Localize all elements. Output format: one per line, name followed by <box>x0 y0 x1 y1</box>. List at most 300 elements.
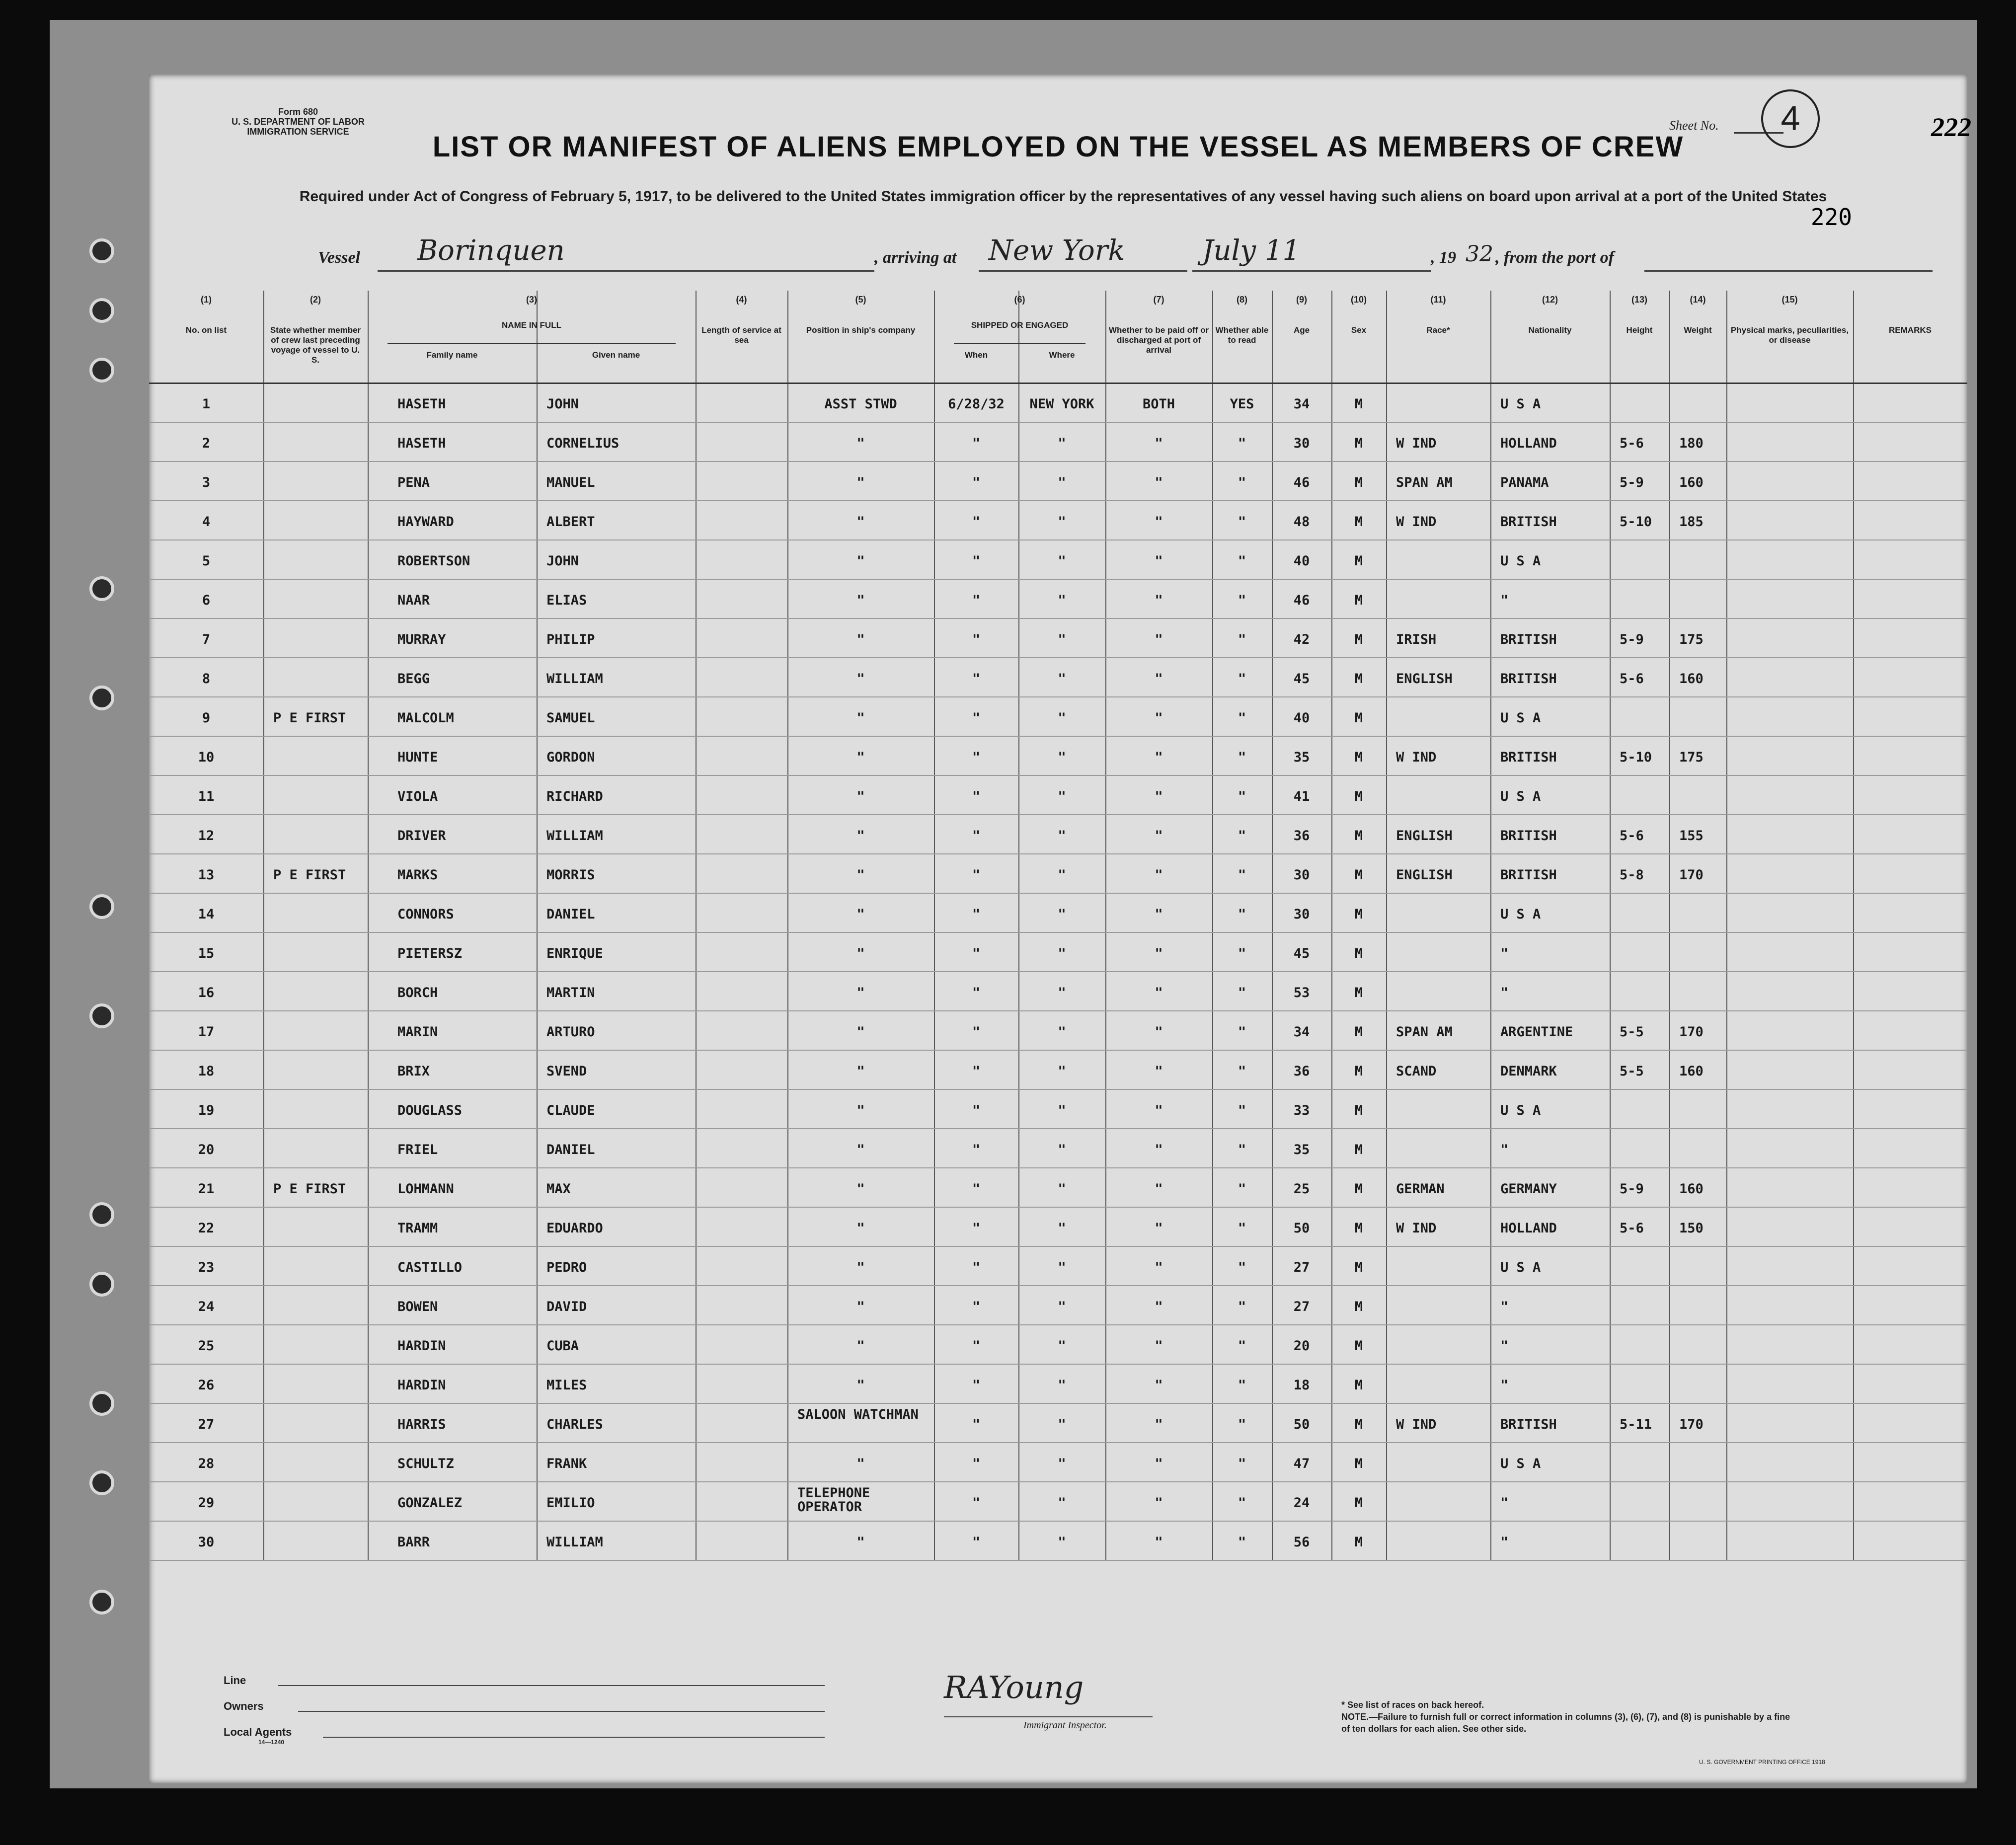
cell-no: 25 <box>198 1338 215 1354</box>
table-row <box>149 1324 1967 1365</box>
cell-nat: PANAMA <box>1500 475 1549 490</box>
cell-when: " <box>972 1535 981 1550</box>
column-header-given-name: Given name <box>592 350 640 360</box>
cell-no: 23 <box>198 1260 215 1275</box>
sheet-no-value: 4 <box>1761 89 1820 148</box>
cell-race: W IND <box>1396 750 1437 765</box>
column-header-when: When <box>964 350 988 360</box>
cell-when: " <box>972 1495 981 1511</box>
cell-read: " <box>1238 1103 1246 1118</box>
cell-read: " <box>1238 1181 1246 1197</box>
cell-weight: 170 <box>1679 1024 1704 1040</box>
cell-paid: " <box>1155 436 1163 451</box>
cell-position: " <box>856 867 865 883</box>
cell-family: HUNTE <box>397 750 438 765</box>
cell-when: " <box>972 828 981 844</box>
cell-sex: M <box>1354 632 1363 647</box>
cell-where: " <box>1058 1378 1066 1393</box>
cell-nat: U S A <box>1500 553 1541 569</box>
column-header-remarks: REMARKS <box>1889 325 1932 335</box>
cell-no: 11 <box>198 789 215 804</box>
cell-position: TELEPHONE OPERATOR <box>797 1485 870 1515</box>
footer-note <box>1341 1699 1798 1735</box>
cell-position: " <box>856 750 865 765</box>
cell-where: " <box>1058 828 1066 844</box>
cell-read: " <box>1238 710 1246 726</box>
column-number-age: (9) <box>1296 295 1307 305</box>
cell-where: " <box>1058 1221 1066 1236</box>
cell-nat: U S A <box>1500 1103 1541 1118</box>
cell-position: " <box>856 985 865 1000</box>
cell-given: SVEND <box>546 1064 587 1079</box>
cell-age: 20 <box>1293 1338 1310 1354</box>
penalty-note: NOTE.—Failure to furnish full or correct information in columns (3), (6), (7), and (8) is punishable by a fine of ten dollars for each alien. See other side. <box>1341 1712 1790 1734</box>
cell-age: 35 <box>1293 1142 1310 1157</box>
binder-hole <box>89 1202 114 1227</box>
cell-nat: BRITISH <box>1500 750 1557 765</box>
cell-read: " <box>1238 1417 1246 1432</box>
cell-height: 5-6 <box>1620 671 1644 687</box>
cell-race: W IND <box>1396 1221 1437 1236</box>
binder-hole <box>89 1470 114 1495</box>
cell-weight: 150 <box>1679 1221 1704 1236</box>
cell-sex: M <box>1354 985 1363 1000</box>
cell-position: " <box>856 1299 865 1314</box>
owners-underline <box>298 1711 825 1712</box>
cell-given: EMILIO <box>546 1495 595 1511</box>
cell-age: 46 <box>1293 593 1310 608</box>
cell-nat: HOLLAND <box>1500 436 1557 451</box>
column-number-nationality: (12) <box>1542 295 1558 305</box>
column-header-weight: Weight <box>1684 325 1712 335</box>
table-row <box>149 383 1967 423</box>
column-header-paid-off: Whether to be paid off or discharged at port of arrival <box>1108 325 1209 355</box>
cell-read: " <box>1238 985 1246 1000</box>
table-row <box>149 579 1967 619</box>
cell-when: " <box>972 867 981 883</box>
table-row <box>149 736 1967 776</box>
cell-when: 6/28/32 <box>948 396 1005 412</box>
cell-when: " <box>972 514 981 530</box>
cell-race: W IND <box>1396 514 1437 530</box>
signature-underline <box>944 1716 1153 1717</box>
cell-position: " <box>856 710 865 726</box>
cell-no: 6 <box>202 593 211 608</box>
cell-read: " <box>1238 671 1246 687</box>
cell-age: 33 <box>1293 1103 1310 1118</box>
cell-given: MANUEL <box>546 475 595 490</box>
cell-no: 19 <box>198 1103 215 1118</box>
cell-nat: " <box>1500 1495 1509 1511</box>
cell-read: " <box>1238 475 1246 490</box>
cell-nat: U S A <box>1500 396 1541 412</box>
agents-code: 14—1240 <box>258 1739 285 1746</box>
cell-sex: M <box>1354 1181 1363 1197</box>
cell-no: 20 <box>198 1142 215 1157</box>
column-number-physical-marks: (15) <box>1782 295 1798 305</box>
from-port-underline <box>1644 270 1933 272</box>
cell-read: " <box>1238 553 1246 569</box>
cell-paid: " <box>1155 593 1163 608</box>
cell-position: " <box>856 1456 865 1471</box>
cell-nat: " <box>1500 1378 1509 1393</box>
cell-paid: " <box>1155 1103 1163 1118</box>
cell-read: " <box>1238 1456 1246 1471</box>
cell-no: 15 <box>198 946 215 961</box>
cell-given: MORRIS <box>546 867 595 883</box>
table-row <box>149 814 1967 854</box>
column-header-where: Where <box>1049 350 1075 360</box>
cell-when: " <box>972 1024 981 1040</box>
cell-nat: " <box>1500 1142 1509 1157</box>
line-label: Line <box>224 1674 246 1687</box>
cell-where: " <box>1058 710 1066 726</box>
header-span-rule <box>954 343 1086 344</box>
cell-position: " <box>856 475 865 490</box>
date-underline <box>1192 270 1431 272</box>
table-row <box>149 932 1967 972</box>
cell-paid: " <box>1155 632 1163 647</box>
table-row <box>149 1207 1967 1247</box>
cell-given: GORDON <box>546 750 595 765</box>
cell-nat: " <box>1500 593 1509 608</box>
cell-paid: " <box>1155 475 1163 490</box>
cell-when: " <box>972 1221 981 1236</box>
arriving-label: , arriving at <box>874 248 957 267</box>
binder-hole <box>89 686 114 710</box>
cell-family: MURRAY <box>397 632 446 647</box>
cell-position: " <box>856 1181 865 1197</box>
cell-family: BOWEN <box>397 1299 438 1314</box>
cell-paid: " <box>1155 828 1163 844</box>
table-row <box>149 1481 1967 1522</box>
table-row <box>149 500 1967 540</box>
cell-read: " <box>1238 1142 1246 1157</box>
cell-no: 4 <box>202 514 211 530</box>
cell-where: " <box>1058 671 1066 687</box>
cell-no: 13 <box>198 867 215 883</box>
cell-when: " <box>972 593 981 608</box>
header-span-rule <box>388 343 676 344</box>
cell-family: MALCOLM <box>397 710 454 726</box>
table-row <box>149 1128 1967 1168</box>
column-number-race: (11) <box>1430 295 1446 305</box>
cell-sex: M <box>1354 514 1363 530</box>
cell-no: 21 <box>198 1181 215 1197</box>
cell-paid: " <box>1155 1181 1163 1197</box>
cell-when: " <box>972 553 981 569</box>
cell-no: 30 <box>198 1535 215 1550</box>
column-header-family-name: Family name <box>426 350 478 360</box>
cell-sex: M <box>1354 1142 1363 1157</box>
cell-when: " <box>972 1181 981 1197</box>
column-header-no-on-list: No. on list <box>185 325 227 335</box>
cell-sex: M <box>1354 1338 1363 1354</box>
cell-age: 30 <box>1293 907 1310 922</box>
cell-family: HARDIN <box>397 1338 446 1354</box>
cell-nat: BRITISH <box>1500 1417 1557 1432</box>
table-row <box>149 1246 1967 1286</box>
cell-given: MILES <box>546 1378 587 1393</box>
cell-given: MARTIN <box>546 985 595 1000</box>
cell-given: ELIAS <box>546 593 587 608</box>
cell-paid: " <box>1155 1535 1163 1550</box>
cell-given: ALBERT <box>546 514 595 530</box>
column-number-sex: (10) <box>1350 295 1367 305</box>
agents-underline <box>323 1737 825 1738</box>
column-header-race: Race* <box>1426 325 1450 335</box>
cell-where: " <box>1058 985 1066 1000</box>
cell-where: " <box>1058 553 1066 569</box>
cell-where: " <box>1058 1181 1066 1197</box>
cell-position: " <box>856 671 865 687</box>
binder-hole <box>89 358 114 383</box>
cell-given: ENRIQUE <box>546 946 603 961</box>
cell-sex: M <box>1354 710 1363 726</box>
cell-nat: U S A <box>1500 907 1541 922</box>
crew-table <box>149 291 1967 1582</box>
cell-race: GERMAN <box>1396 1181 1445 1197</box>
cell-when: " <box>972 1064 981 1079</box>
agents-label: Local Agents <box>224 1726 292 1738</box>
cell-paid: " <box>1155 1299 1163 1314</box>
sheet-no-label: Sheet No. <box>1669 118 1719 133</box>
service-name: IMMIGRATION SERVICE <box>247 127 349 137</box>
cell-prev: P E FIRST <box>273 867 346 883</box>
cell-position: " <box>856 1260 865 1275</box>
table-row <box>149 893 1967 933</box>
cell-when: " <box>972 1417 981 1432</box>
binder-hole <box>89 1272 114 1297</box>
table-row <box>149 1285 1967 1325</box>
cell-age: 48 <box>1293 514 1310 530</box>
department-name: U. S. DEPARTMENT OF LABOR <box>232 117 365 127</box>
cell-sex: M <box>1354 907 1363 922</box>
cell-given: DAVID <box>546 1299 587 1314</box>
cell-family: SCHULTZ <box>397 1456 454 1471</box>
cell-nat: " <box>1500 1299 1509 1314</box>
cell-read: " <box>1238 750 1246 765</box>
table-row <box>149 1050 1967 1090</box>
cell-family: BARR <box>397 1535 430 1550</box>
cell-weight: 160 <box>1679 671 1704 687</box>
cell-position: " <box>856 593 865 608</box>
column-header-sex: Sex <box>1351 325 1367 335</box>
cell-when: " <box>972 946 981 961</box>
table-row <box>149 853 1967 894</box>
cell-race: ENGLISH <box>1396 867 1453 883</box>
column-number-paid-off: (7) <box>1153 295 1164 305</box>
cell-position: " <box>856 553 865 569</box>
cell-given: ARTURO <box>546 1024 595 1040</box>
cell-position: " <box>856 1221 865 1236</box>
table-row <box>149 775 1967 815</box>
column-header-height: Height <box>1626 325 1653 335</box>
cell-when: " <box>972 671 981 687</box>
cell-age: 41 <box>1293 789 1310 804</box>
cell-position: " <box>856 1142 865 1157</box>
cell-paid: " <box>1155 1064 1163 1079</box>
cell-sex: M <box>1354 1535 1363 1550</box>
cell-sex: M <box>1354 1103 1363 1118</box>
cell-paid: " <box>1155 671 1163 687</box>
cell-weight: 175 <box>1679 750 1704 765</box>
cell-where: " <box>1058 1103 1066 1118</box>
cell-given: DANIEL <box>546 907 595 922</box>
cell-family: MARKS <box>397 867 438 883</box>
cell-age: 30 <box>1293 867 1310 883</box>
cell-sex: M <box>1354 1417 1363 1432</box>
cell-nat: U S A <box>1500 789 1541 804</box>
cell-where: " <box>1058 1024 1066 1040</box>
cell-when: " <box>972 710 981 726</box>
table-row <box>149 696 1967 737</box>
cell-when: " <box>972 789 981 804</box>
cell-sex: M <box>1354 1456 1363 1471</box>
arrival-port: New York <box>989 234 1125 267</box>
cell-age: 27 <box>1293 1260 1310 1275</box>
table-row <box>149 461 1967 501</box>
cell-sex: M <box>1354 1299 1363 1314</box>
cell-age: 27 <box>1293 1299 1310 1314</box>
cell-family: TRAMM <box>397 1221 438 1236</box>
cell-sex: M <box>1354 750 1363 765</box>
cell-paid: " <box>1155 514 1163 530</box>
cell-sex: M <box>1354 436 1363 451</box>
cell-nat: BRITISH <box>1500 671 1557 687</box>
cell-height: 5-6 <box>1620 828 1644 844</box>
cell-given: EDUARDO <box>546 1221 603 1236</box>
binder-hole <box>89 238 114 263</box>
page-subtitle: Required under Act of Congress of February 5, 1917, to be delivered to the United States immigration officer by the representatives of any vessel having such aliens on board upon arrival at a port of the United States <box>299 188 1827 205</box>
cell-read: " <box>1238 436 1246 451</box>
cell-age: 45 <box>1293 946 1310 961</box>
cell-sex: M <box>1354 1024 1363 1040</box>
printing-office: U. S. GOVERNMENT PRINTING OFFICE 1918 <box>1699 1759 1825 1766</box>
cell-position: " <box>856 436 865 451</box>
cell-read: " <box>1238 1024 1246 1040</box>
column-number-prev-voyage: (2) <box>310 295 321 305</box>
cell-paid: " <box>1155 1024 1163 1040</box>
cell-family: HARDIN <box>397 1378 446 1393</box>
cell-paid: " <box>1155 710 1163 726</box>
cell-given: CORNELIUS <box>546 436 620 451</box>
cell-read: " <box>1238 1260 1246 1275</box>
cell-position: " <box>856 946 865 961</box>
cell-paid: " <box>1155 867 1163 883</box>
cell-paid: " <box>1155 1221 1163 1236</box>
cell-no: 1 <box>202 396 211 412</box>
cell-sex: M <box>1354 1378 1363 1393</box>
cell-nat: BRITISH <box>1500 632 1557 647</box>
cell-when: " <box>972 1142 981 1157</box>
cell-age: 42 <box>1293 632 1310 647</box>
cell-weight: 170 <box>1679 1417 1704 1432</box>
binder-hole <box>89 894 114 919</box>
cell-family: FRIEL <box>397 1142 438 1157</box>
cell-given: WILLIAM <box>546 828 603 844</box>
column-header-position: Position in ship's company <box>806 325 916 335</box>
cell-when: " <box>972 750 981 765</box>
inspector-caption: Immigrant Inspector. <box>1023 1720 1107 1731</box>
cell-race: W IND <box>1396 1417 1437 1432</box>
binder-hole <box>89 576 114 601</box>
cell-age: 53 <box>1293 985 1310 1000</box>
cell-paid: " <box>1155 1417 1163 1432</box>
cell-where: " <box>1058 1064 1066 1079</box>
cell-paid: BOTH <box>1142 396 1175 412</box>
cell-no: 9 <box>202 710 211 726</box>
table-row <box>149 657 1967 697</box>
cell-where: " <box>1058 475 1066 490</box>
cell-read: " <box>1238 828 1246 844</box>
cell-position: " <box>856 632 865 647</box>
cell-no: 18 <box>198 1064 215 1079</box>
column-number-position: (5) <box>855 295 866 305</box>
arrival-year: 32 <box>1466 241 1493 267</box>
cell-no: 29 <box>198 1495 215 1511</box>
cell-given: CLAUDE <box>546 1103 595 1118</box>
cell-read: " <box>1238 1064 1246 1079</box>
cell-sex: M <box>1354 593 1363 608</box>
column-number-name-in-full: (3) <box>526 295 537 305</box>
cell-position: " <box>856 1338 865 1354</box>
table-row <box>149 1010 1967 1051</box>
inspector-signature: RAYoung <box>944 1669 1084 1705</box>
cell-nat: U S A <box>1500 1456 1541 1471</box>
cell-where: " <box>1058 750 1066 765</box>
cell-paid: " <box>1155 1456 1163 1471</box>
cell-when: " <box>972 436 981 451</box>
cell-family: GONZALEZ <box>397 1495 463 1511</box>
cell-nat: " <box>1500 1535 1509 1550</box>
line-underline <box>278 1685 825 1686</box>
cell-read: " <box>1238 1378 1246 1393</box>
cell-family: HASETH <box>397 396 446 412</box>
column-header-nationality: Nationality <box>1528 325 1572 335</box>
cell-family: CASTILLO <box>397 1260 463 1275</box>
cell-no: 5 <box>202 553 211 569</box>
cell-when: " <box>972 1260 981 1275</box>
table-row <box>149 1403 1967 1443</box>
cell-given: WILLIAM <box>546 1535 603 1550</box>
page-title: LIST OR MANIFEST OF ALIENS EMPLOYED ON THE VESSEL AS MEMBERS OF CREW <box>432 131 1684 163</box>
cell-age: 24 <box>1293 1495 1310 1511</box>
cell-read: " <box>1238 1221 1246 1236</box>
cell-position: ASST STWD <box>824 396 897 412</box>
cell-age: 36 <box>1293 828 1310 844</box>
vessel-name: Borinquen <box>417 234 565 267</box>
cell-given: PHILIP <box>546 632 595 647</box>
cell-age: 46 <box>1293 475 1310 490</box>
cell-nat: " <box>1500 1338 1509 1354</box>
cell-height: 5-6 <box>1620 1221 1644 1236</box>
cell-age: 35 <box>1293 750 1310 765</box>
cell-when: " <box>972 985 981 1000</box>
cell-family: DRIVER <box>397 828 446 844</box>
cell-given: CUBA <box>546 1338 579 1354</box>
column-number-shipped-or-engaged: (6) <box>1014 295 1025 305</box>
from-port-label: , from the port of <box>1495 248 1614 267</box>
cell-family: PENA <box>397 475 430 490</box>
cell-age: 34 <box>1293 396 1310 412</box>
cell-height: 5-5 <box>1620 1064 1644 1079</box>
cell-where: " <box>1058 514 1066 530</box>
binder-hole <box>89 1391 114 1416</box>
cell-weight: 155 <box>1679 828 1704 844</box>
owners-label: Owners <box>224 1700 264 1712</box>
cell-position: " <box>856 1535 865 1550</box>
